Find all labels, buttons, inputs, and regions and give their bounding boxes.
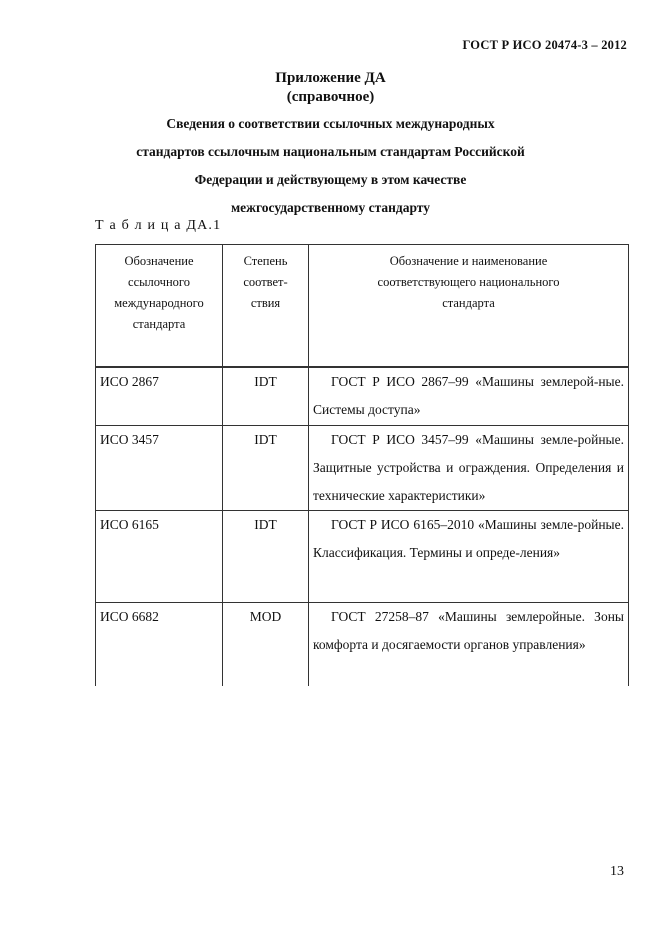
table-row <box>96 510 629 602</box>
row-national-text: ГОСТ 27258–87 «Машины землеройные. Зоны комфорта и досягаемости органов управления» <box>313 608 624 652</box>
appendix-heading-line: Федерации и действующему в этом качестве <box>194 172 467 187</box>
row-degree: IDT <box>223 367 309 425</box>
appendix-type: (справочное) <box>286 89 375 105</box>
row-degree: IDT <box>223 425 309 510</box>
table-header-row <box>96 245 629 368</box>
appendix-title: Приложение ДА <box>275 70 386 86</box>
header-col1-text: Обозначение ссылочного международного стандарта <box>114 254 204 331</box>
header-international-standard <box>96 245 223 368</box>
appendix-heading-line: Сведения о соответствии ссылочных международных <box>166 116 495 131</box>
row-national <box>309 367 629 425</box>
row-degree: IDT <box>223 510 309 602</box>
row-code: ИСО 6682 <box>96 602 223 686</box>
header-degree <box>223 245 309 368</box>
row-national-text: ГОСТ Р ИСО 6165–2010 «Машины земле-ройные. Классификация. Термины и опреде-ления» <box>313 516 624 560</box>
row-national <box>309 510 629 602</box>
page-number: 13 <box>610 864 624 879</box>
row-code: ИСО 2867 <box>96 367 223 425</box>
standard-code-header: ГОСТ Р ИСО 20474-3 – 2012 <box>462 38 627 52</box>
row-degree: MOD <box>223 602 309 686</box>
correspondence-table <box>95 244 629 686</box>
appendix-heading-line: стандартов ссылочным национальным стандартам Российской <box>136 144 525 159</box>
row-national <box>309 425 629 510</box>
row-national-text: ГОСТ Р ИСО 3457–99 «Машины земле-ройные. Защитные устройства и ограждения. Определения и технические характеристики» <box>313 431 624 503</box>
row-national <box>309 602 629 686</box>
appendix-heading-line: межгосударственному стандарту <box>230 200 431 215</box>
row-national-text: ГОСТ Р ИСО 2867–99 «Машины землерой-ные. Системы доступа» <box>313 374 624 417</box>
table-row <box>96 425 629 510</box>
table-row <box>96 367 629 425</box>
header-col3-text: Обозначение и наименование соответствующего национального стандарта <box>377 254 560 310</box>
row-code: ИСО 6165 <box>96 510 223 602</box>
appendix-heading <box>0 110 661 222</box>
table-row <box>96 602 629 686</box>
row-code: ИСО 3457 <box>96 425 223 510</box>
header-col2-text: Степень соответ-ствия <box>243 254 288 310</box>
appendix-title-block <box>0 68 661 222</box>
table-label: Т а б л и ц а ДА.1 <box>95 218 222 233</box>
header-national-standard <box>309 245 629 368</box>
